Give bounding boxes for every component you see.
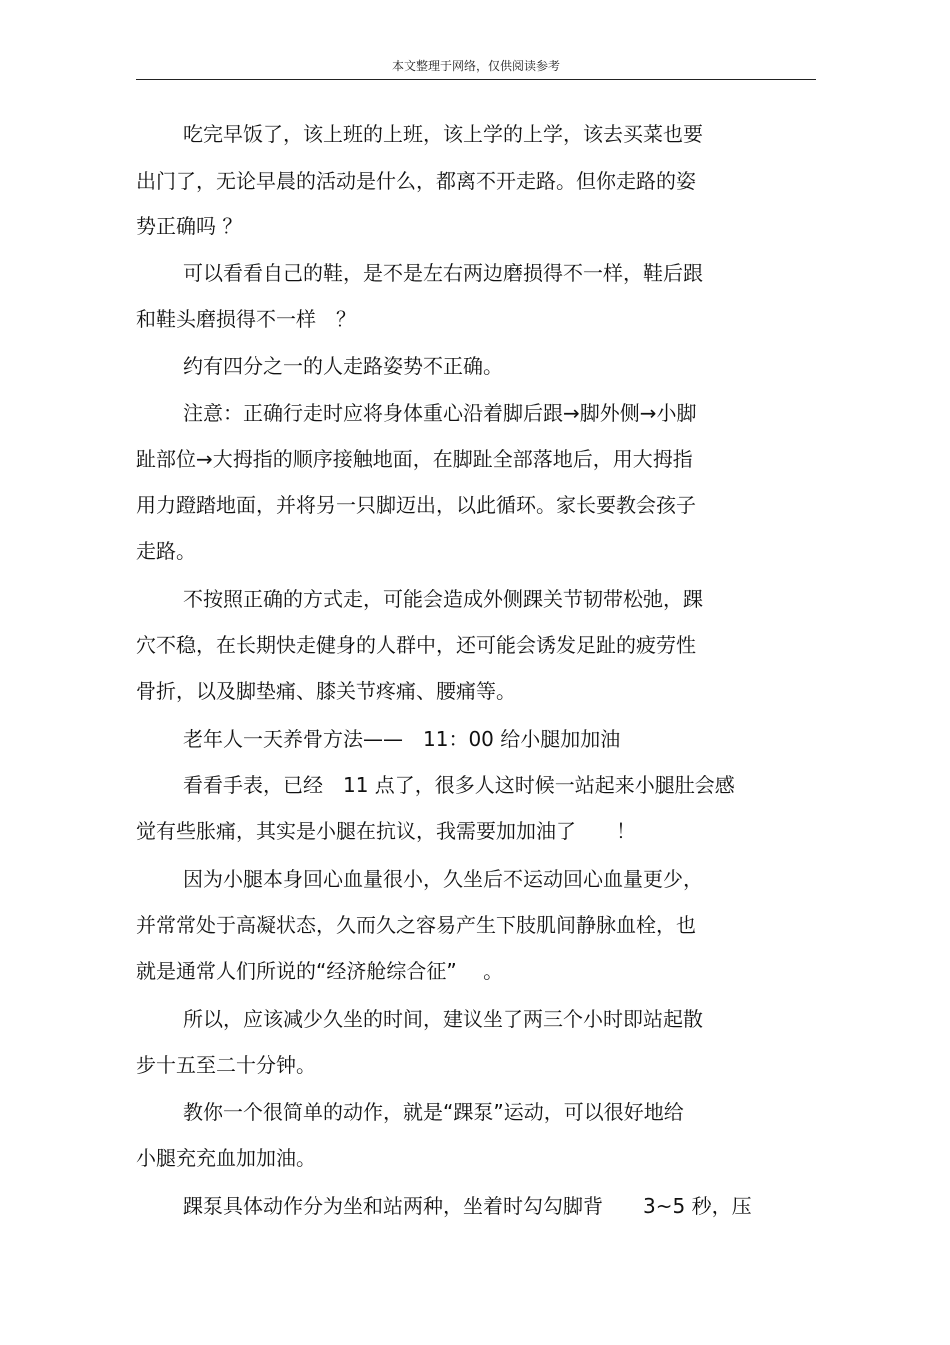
body-line: 小腿充充血加加油。 [136, 1146, 316, 1170]
body-line: 骨折，以及脚垫痛、膝关节疼痛、腰痛等。 [136, 679, 516, 703]
body-line: 看看手表，已经 11 点了，很多人这时候一站起来小腿肚会感 [183, 773, 735, 797]
body-line: 步十五至二十分钟。 [136, 1053, 316, 1077]
page-header-note: 本文整理于网络，仅供阅读参考 [391, 59, 560, 73]
body-line: 用力蹬踏地面，并将另一只脚迈出，以此循环。家长要教会孩子 [136, 493, 696, 517]
body-line: 趾部位→大拇指的顺序接触地面，在脚趾全部落地后，用大拇指 [136, 447, 693, 471]
body-line: 并常常处于高凝状态，久而久之容易产生下肢肌间静脉血栓，也 [136, 913, 696, 937]
body-line: 教你一个很简单的动作，就是“踝泵”运动，可以很好地给 [183, 1100, 684, 1124]
body-line: 吃完早饭了，该上班的上班，该上学的上学，该去买菜也要 [183, 122, 703, 146]
body-line: 踝泵具体动作分为坐和站两种，坐着时勾勾脚背 3~5 秒，压 [183, 1194, 752, 1218]
section-heading: 老年人一天养骨方法—— 11：00 给小腿加加油 [183, 727, 621, 751]
body-line: 约有四分之一的人走路姿势不正确。 [183, 354, 503, 378]
body-line: 因为小腿本身回心血量很小，久坐后不运动回心血量更少， [183, 867, 703, 891]
body-line: 注意：正确行走时应将身体重心沿着脚后跟→脚外侧→小脚 [183, 401, 697, 425]
body-line: 势正确吗 ？ [136, 214, 243, 238]
body-line: 觉有些胀痛，其实是小腿在抗议，我需要加加油了 ！ [136, 819, 636, 843]
body-line: 穴不稳，在长期快走健身的人群中，还可能会诱发足趾的疲劳性 [136, 633, 696, 657]
body-line: 出门了，无论早晨的活动是什么，都离不开走路。但你走路的姿 [136, 169, 696, 193]
body-line: 和鞋头磨损得不一样 ？ [136, 307, 356, 331]
body-line: 所以，应该减少久坐的时间，建议坐了两三个小时即站起散 [183, 1007, 703, 1031]
body-line: 不按照正确的方式走，可能会造成外侧踝关节韧带松弛，踝 [183, 587, 703, 611]
body-line: 走路。 [136, 539, 196, 563]
body-line: 可以看看自己的鞋，是不是左右两边磨损得不一样，鞋后跟 [183, 261, 703, 285]
body-line: 就是通常人们所说的“经济舱综合征” 。 [136, 959, 504, 983]
header-divider [136, 79, 816, 80]
